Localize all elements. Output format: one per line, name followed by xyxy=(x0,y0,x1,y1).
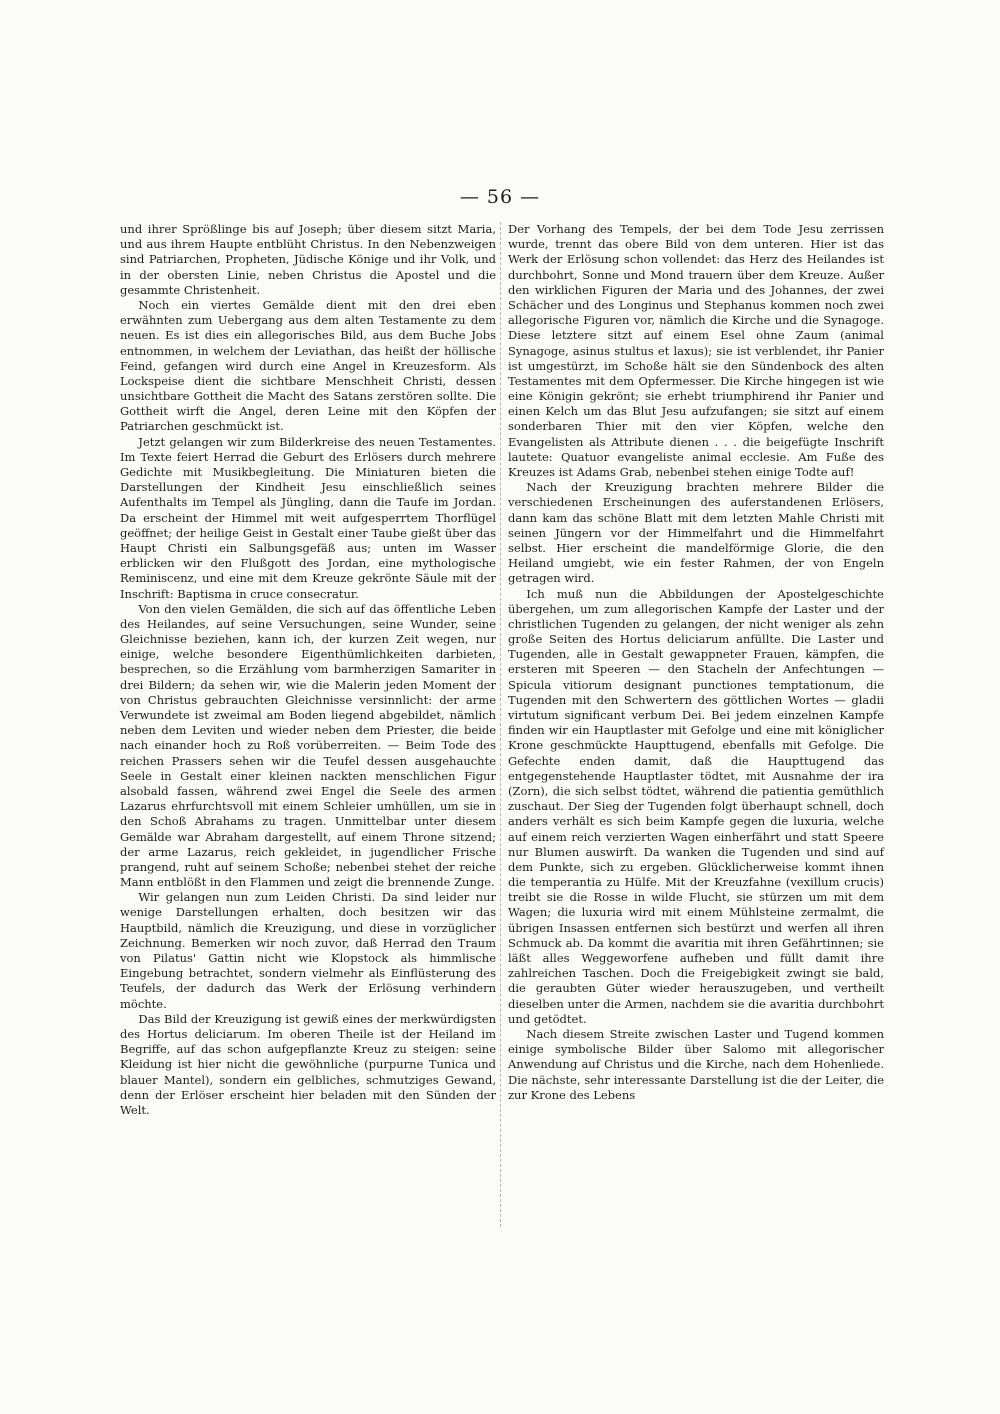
paragraph: Nach der Kreuzigung brachten mehrere Bilder die verschiedenen Erscheinungen des auferstandenen Erlösers, dann kam das schöne Blatt mit dem letzten Mahle Christi mit seinen Jüngern vor der Himmelfahrt und die Himmelfahrt selbst. Hier erscheint die mandelförmige Glorie, die den Heiland umgiebt, wie ein fester Rahmen, der von Engeln getragen wird. xyxy=(508,480,884,586)
paragraph: Der Vorhang des Tempels, der bei dem Tode Jesu zerrissen wurde, trennt das obere Bild von dem unteren. Hier ist das Werk der Erlösung schon vollendet: das Herz des Heilandes ist durchbohrt, Sonne und Mond trauern über dem Kreuze. Außer den wirklichen Figuren der Maria und des Johannes, der zwei Schächer und des Longinus und Stephanus kommen noch zwei allegorische Figuren vor, nämlich die Kirche und die Synagoge. Diese letztere sitzt auf einem Esel ohne Zaum (animal Synagoge, asinus stultus et laxus); sie ist verblendet, ihr Panier ist umgestürzt, im Schoße hält sie den Sündenbock des alten Testamentes mit dem Opfermesser. Die Kirche hingegen ist wie eine Königin gekrönt; sie erhebt triumphirend ihr Panier und einen Kelch um das Blut Jesu aufzufangen; sie sitzt auf einem sonderbaren Thier mit den vier Köpfen, welche den Evangelisten als Attribute dienen . . . die beigefügte Inschrift lautete: Quatuor evangeliste animal ecclesie. Am Fuße des Kreuzes ist Adams Grab, nebenbei stehen einige Todte auf! xyxy=(508,222,884,479)
paragraph: Wir gelangen nun zum Leiden Christi. Da sind leider nur wenige Darstellungen erhalten, doch besitzen wir das Hauptbild, nämlich die Kreuzigung, und diese in vorzüglicher Zeichnung. Bemerken wir noch zuvor, daß Herrad den Traum von Pilatus' Gattin nicht wie Klopstock als himmlische Eingebung betrachtet, sondern vielmehr als Einflüsterung des Teufels, der dadurch das Werk der Erlösung verhindern möchte. xyxy=(120,890,496,1011)
column-divider xyxy=(500,222,501,1227)
left-column xyxy=(120,222,496,1118)
paragraph: und ihrer Sprößlinge bis auf Joseph; über diesem sitzt Maria, und aus ihrem Haupte entblüht Christus. In den Nebenzweigen sind Patriarchen, Propheten, Jüdische Könige und ihr Volk, und in der obersten Linie, neben Christus die Apostel und die gesammte Christenheit. xyxy=(120,222,496,297)
right-column xyxy=(508,222,884,1103)
paragraph: Ich muß nun die Abbildungen der Apostelgeschichte übergehen, um zum allegorischen Kampfe der Laster und der christlichen Tugenden zu gelangen, der nicht weniger als zehn große Seiten des Hortus deliciarum anfüllte. Die Laster und Tugenden, alle in Gestalt gewappneter Frauen, kämpfen, die ersteren mit Speeren — den Stacheln der Anfechtungen — Spicula vitiorum designant punctiones temptationum, die Tugenden mit den Schwertern des göttlichen Wortes — gladii virtutum significant verbum Dei. Bei jedem einzelnen Kampfe finden wir ein Hauptlaster mit Gefolge und eine mit königlicher Krone geschmückte Haupttugend, ebenfalls mit Gefolge. Die Gefechte enden damit, daß die Haupttugend das entgegenstehende Hauptlaster tödtet, mit Ausnahme der ira (Zorn), die sich selbst tödtet, während die patientia gemüthlich zuschaut. Der Sieg der Tugenden folgt überhaupt schnell, doch anders verhält es sich beim Kampfe gegen die luxuria, welche auf einem reich verzierten Wagen einherfährt und statt Speere nur Blumen auswirft. Da wanken die Tugenden und sind auf dem Punkte, sich zu ergeben. Glücklicherweise kommt ihnen die temperantia zu Hülfe. Mit der Kreuzfahne (vexillum crucis) treibt sie die Rosse in wilde Flucht, sie stürzen um mit dem Wagen; die luxuria wird mit einem Mühlsteine zermalmt, die übrigen Insassen entfernen sich bestürzt und werfen all ihren Schmuck ab. Da kommt die avaritia mit ihren Gefährtinnen; sie läßt alles Weggeworfene aufheben und füllt damit ihre zahlreichen Taschen. Doch die Freigebigkeit zwingt sie bald, die geraubten Güter wieder herauszugeben, und vertheilt dieselben unter die Armen, nachdem sie die avaritia durchbohrt und getödtet. xyxy=(508,586,884,1026)
paragraph: Noch ein viertes Gemälde dient mit den drei eben erwähnten zum Uebergang aus dem alten Testamente zu dem neuen. Es ist dies ein allegorisches Bild, aus dem Buche Jobs entnommen, in welchem der Leviathan, das heißt der höllische Feind, gefangen wird durch eine Angel in Kreuzesform. Als Lockspeise dient die sichtbare Menschheit Christi, dessen unsichtbare Gottheit die Macht des Satans zerstören sollte. Die Gottheit wirft die Angel, deren Leine mit den Köpfen der Patriarchen geschmückt ist. xyxy=(120,297,496,434)
paragraph: Nach diesem Streite zwischen Laster und Tugend kommen einige symbolische Bilder über Salomo mit allegorischer Anwendung auf Christus und die Kirche, nach dem Hohenliede. Die nächste, sehr interessante Darstellung ist die der Leiter, die zur Krone des Lebens xyxy=(508,1026,884,1102)
paragraph: Von den vielen Gemälden, die sich auf das öffentliche Leben des Heilandes, auf seine Versuchungen, seine Wunder, seine Gleichnisse beziehen, kann ich, der kurzen Zeit wegen, nur einige, welche besondere Eigenthümlichkeiten darbieten, besprechen, so die Erzählung vom barmherzigen Samariter in drei Bildern; da sehen wir, wie die Malerin jeden Moment der von Christus gebrauchten Gleichnisse versinnlicht: der arme Verwundete ist zweimal am Boden liegend abgebildet, nämlich neben dem Leviten und wieder neben dem Priester, die beide nach einander hoch zu Roß vorüberreiten. — Beim Tode des reichen Prassers sehen wir die Teufel dessen ausgehauchte Seele in Gestalt einer kleinen nackten menschlichen Figur alsobald fassen, während zwei Engel die Seele des armen Lazarus ehrfurchtsvoll mit einem Schleier umhüllen, um sie in den Schoß Abrahams zu tragen. Unmittelbar unter diesem Gemälde war Abraham dargestellt, auf einem Throne sitzend; der arme Lazarus, reich gekleidet, in jugendlicher Frische prangend, ruht auf seinem Schoße; nebenbei stehet der reiche Mann entblößt in den Flammen und zeigt die brennende Zunge. xyxy=(120,601,496,890)
page-number: — 56 — xyxy=(459,186,541,208)
paragraph: Jetzt gelangen wir zum Bilderkreise des neuen Testamentes. Im Texte feiert Herrad die Geburt des Erlösers durch mehrere Gedichte mit Musikbegleitung. Die Miniaturen bieten die Darstellungen der Kindheit Jesu einschließlich seines Aufenthalts im Tempel als Jüngling, dann die Taufe im Jordan. Da erscheint der Himmel mit weit aufgesperrtem Thorflügel geöffnet; der heilige Geist in Gestalt einer Taube gießt über das Haupt Christi ein Salbungsgefäß aus; unten im Wasser erblicken wir den Flußgott des Jordan, eine mythologische Reminiscenz, und eine mit dem Kreuze gekrönte Säule mit der Inschrift: Baptisma in cruce consecratur. xyxy=(120,434,496,601)
paragraph: Das Bild der Kreuzigung ist gewiß eines der merkwürdigsten des Hortus deliciarum. Im oberen Theile ist der Heiland im Begriffe, auf das schon aufgepflanzte Kreuz zu steigen: seine Kleidung ist hier nicht die gewöhnliche (purpurne Tunica und blauer Mantel), sondern ein gelbliches, schmutziges Gewand, denn der Erlöser erscheint hier beladen mit den Sünden der Welt. xyxy=(120,1011,496,1117)
